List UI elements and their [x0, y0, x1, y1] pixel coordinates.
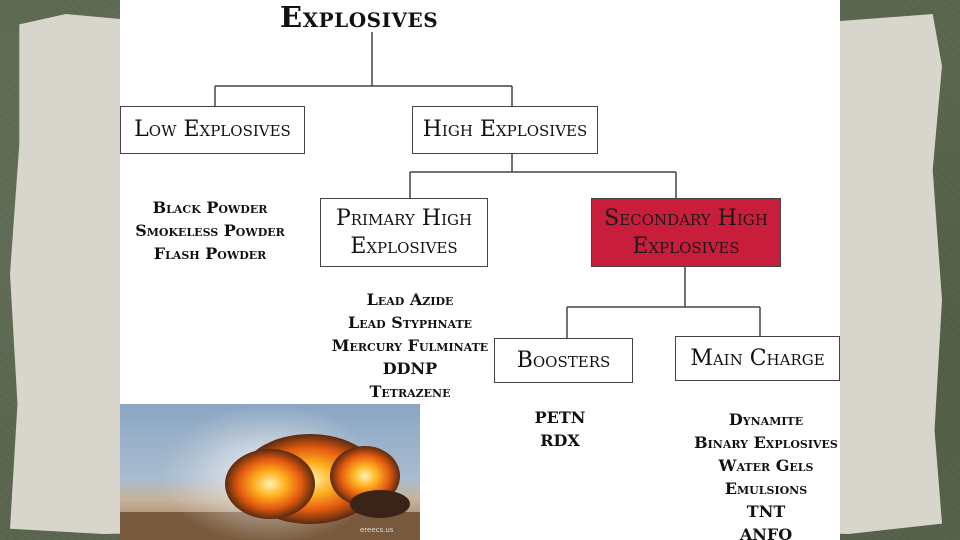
- list-item: Smokeless Powder: [135, 221, 285, 240]
- list-item: Tetrazene: [369, 382, 451, 401]
- list-item: Emulsions: [724, 479, 808, 498]
- list-item: DDNP: [382, 359, 438, 378]
- explosion-photo: [120, 404, 420, 540]
- list-item: Water Gels: [718, 456, 814, 475]
- main-charge-list: [676, 408, 840, 540]
- low-explosives-list: [120, 196, 300, 265]
- list-item: Mercury Fulminate: [331, 336, 489, 355]
- node-secondary-high-explosives: Secondary High Explosives: [591, 198, 781, 267]
- list-item: TNT: [746, 502, 786, 521]
- node-low-explosives: Low Explosives: [120, 106, 305, 154]
- slide: [120, 0, 840, 540]
- primary-high-explosives-list: [320, 288, 500, 403]
- page-title: Explosives: [280, 0, 439, 34]
- node-primary-high-explosives: Primary High Explosives: [320, 198, 488, 267]
- list-item: Lead Azide: [366, 290, 454, 309]
- node-high-explosives: High Explosives: [412, 106, 598, 154]
- list-item: PETN: [534, 408, 586, 427]
- list-item: Lead Styphnate: [347, 313, 473, 332]
- list-item: RDX: [540, 431, 580, 450]
- photo-watermark: ereecs.us: [360, 526, 394, 534]
- node-main-charge: Main Charge: [675, 336, 840, 381]
- list-item: Flash Powder: [153, 244, 267, 263]
- list-item: Black Powder: [152, 198, 268, 217]
- boosters-list: [510, 406, 610, 452]
- list-item: Dynamite: [728, 410, 804, 429]
- node-boosters: Boosters: [494, 338, 633, 383]
- list-item: Binary Explosives: [694, 433, 838, 452]
- list-item: ANFO: [739, 525, 793, 540]
